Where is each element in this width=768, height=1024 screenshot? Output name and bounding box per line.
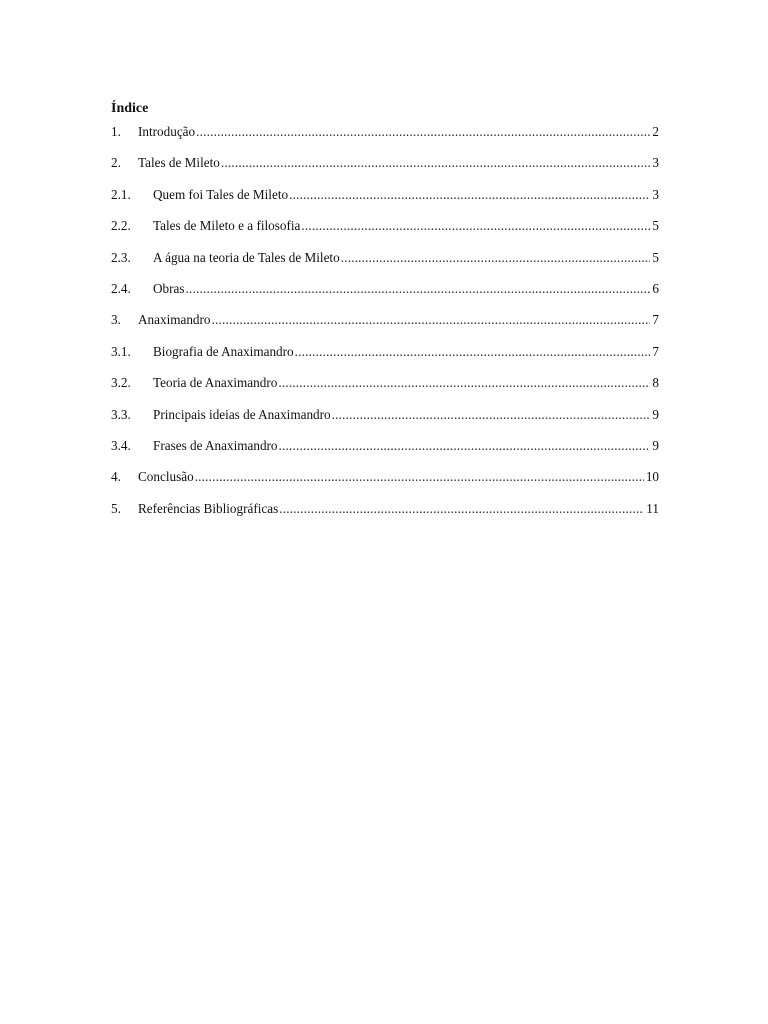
toc-entry[interactable] — [111, 437, 659, 468]
toc-entry[interactable] — [111, 249, 659, 280]
toc-dot-leader — [186, 280, 651, 298]
toc-entry[interactable] — [111, 186, 659, 217]
toc-entry-page-number: 11 — [646, 500, 659, 516]
toc-entry-page-number: 5 — [652, 218, 659, 234]
toc-entry-number: 3.2. — [111, 375, 131, 391]
toc-entry-label: Frases de Anaximandro — [153, 437, 278, 453]
toc-entry-page-number: 6 — [652, 280, 659, 296]
toc-dot-leader — [332, 406, 651, 424]
toc-title: Índice — [111, 101, 149, 116]
toc-entry-label: A água na teoria de Tales de Mileto — [153, 249, 340, 265]
toc-entry-page-number: 7 — [652, 312, 659, 328]
toc-dot-leader — [301, 217, 650, 235]
toc-entry-page-number: 2 — [652, 124, 659, 139]
toc-entry[interactable] — [111, 468, 659, 499]
toc-dot-leader — [289, 186, 650, 204]
toc-entry-number: 4. — [111, 469, 121, 485]
toc-entry-page-number: 3 — [652, 186, 659, 202]
toc-entry[interactable] — [111, 123, 659, 154]
toc-dot-leader — [195, 468, 644, 486]
toc-entry-label: Biografia de Anaximandro — [153, 343, 294, 359]
toc-entry-label: Introdução — [138, 124, 196, 139]
toc-entry-number: 2.2. — [111, 218, 131, 234]
toc-entry-page-number: 7 — [652, 343, 659, 359]
toc-entry-number: 2.3. — [111, 249, 131, 265]
toc-entry-label: Anaximandro — [138, 312, 211, 328]
toc-entry-label: Teoria de Anaximandro — [153, 375, 278, 391]
toc-entry-number: 3. — [111, 312, 121, 328]
toc-dot-leader — [279, 500, 644, 518]
toc-entry-number: 1. — [111, 124, 121, 139]
toc-entry-number: 3.3. — [111, 406, 131, 422]
toc-entry[interactable] — [111, 154, 659, 185]
toc-entry-label: Conclusão — [138, 469, 194, 485]
toc-entry-label: Tales de Mileto — [138, 155, 220, 171]
toc-entry-page-number: 8 — [652, 375, 659, 391]
toc-dot-leader — [196, 123, 650, 141]
toc-entry[interactable] — [111, 500, 659, 531]
toc-entry-number: 2.1. — [111, 186, 131, 202]
table-of-contents — [111, 123, 659, 531]
toc-dot-leader — [278, 374, 650, 392]
toc-dot-leader — [295, 343, 651, 361]
toc-entry-label: Obras — [153, 280, 185, 296]
toc-entry[interactable] — [111, 343, 659, 374]
toc-entry-page-number: 9 — [652, 406, 659, 422]
toc-entry-number: 3.4. — [111, 437, 131, 453]
toc-entry[interactable] — [111, 374, 659, 405]
toc-entry-number: 2. — [111, 155, 121, 171]
toc-dot-leader — [221, 154, 651, 172]
toc-entry-label: Quem foi Tales de Mileto — [153, 186, 289, 202]
toc-entry-page-number: 5 — [652, 249, 659, 265]
toc-entry-number: 2.4. — [111, 280, 131, 296]
toc-entry-number: 3.1. — [111, 343, 131, 359]
toc-entry-page-number: 10 — [645, 469, 659, 485]
toc-entry-label: Principais ideias de Anaximandro — [153, 406, 331, 422]
toc-entry-number: 5. — [111, 500, 121, 516]
toc-dot-leader — [212, 311, 651, 329]
toc-dot-leader — [279, 437, 651, 455]
toc-entry[interactable] — [111, 280, 659, 311]
toc-entry[interactable] — [111, 217, 659, 248]
toc-dot-leader — [341, 249, 651, 267]
toc-entry[interactable] — [111, 406, 659, 437]
toc-entry[interactable] — [111, 311, 659, 342]
toc-entry-label: Referências Bibliográficas — [138, 500, 279, 516]
toc-entry-page-number: 3 — [652, 155, 659, 171]
toc-entry-label: Tales de Mileto e a filosofia — [153, 218, 301, 234]
toc-entry-page-number: 9 — [652, 437, 659, 453]
